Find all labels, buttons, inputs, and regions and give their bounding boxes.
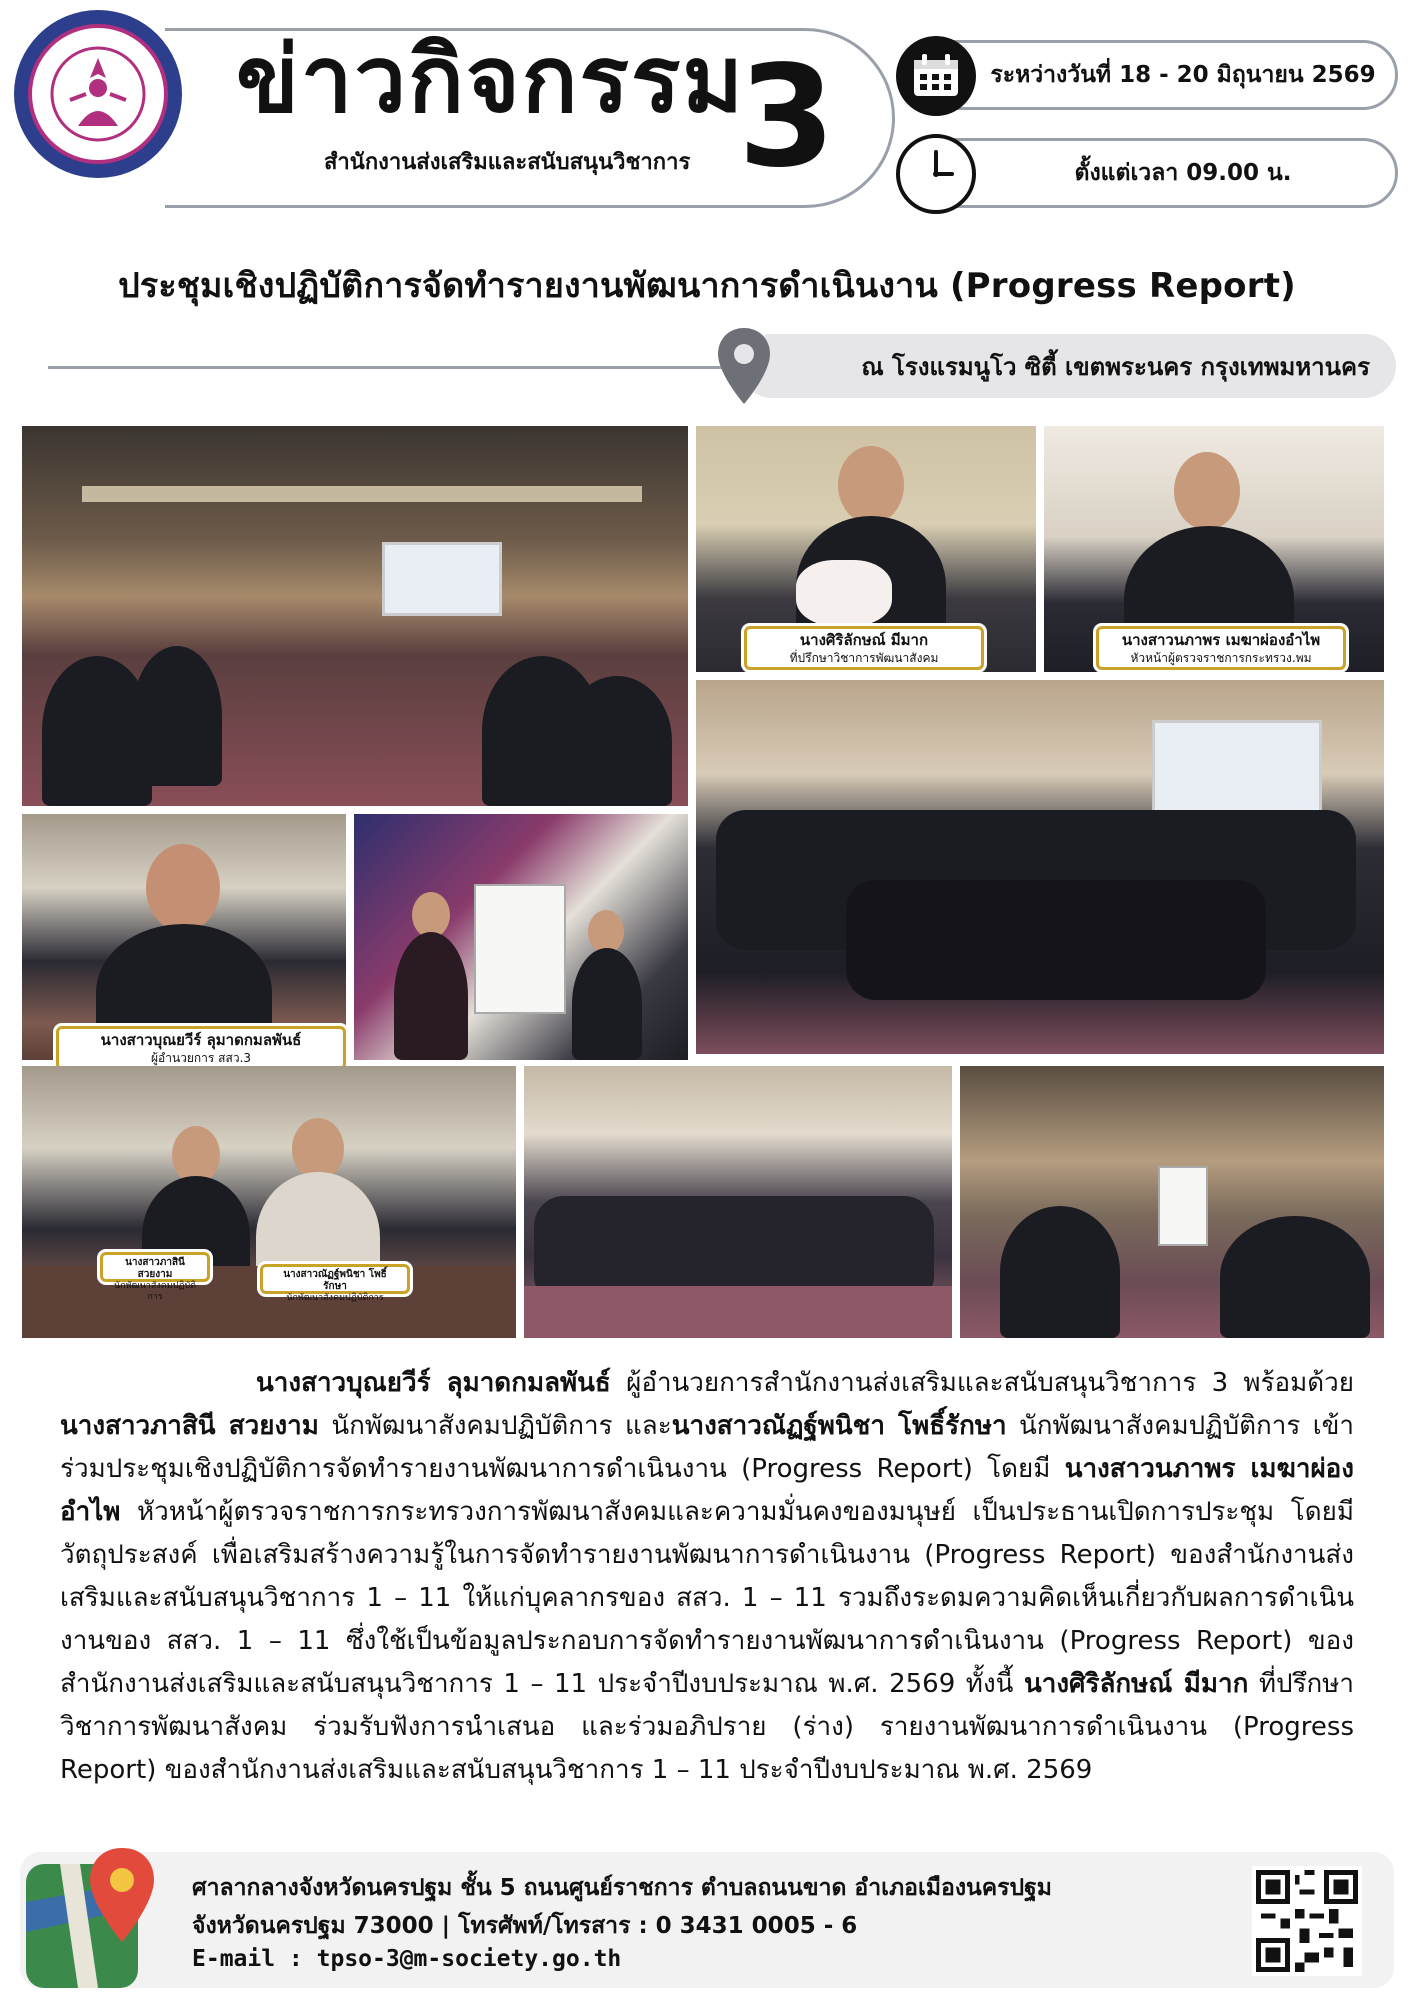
calendar-icon bbox=[896, 36, 976, 116]
workshop-group-photo bbox=[524, 1066, 952, 1338]
time-text: ตั้งแต่เวลา 09.00 น. bbox=[1074, 160, 1292, 186]
meeting-room-photo bbox=[22, 426, 688, 806]
location-text: ณ โรงแรมนูโว ซิตี้ เขตพระนคร กรุงเทพมหานคร bbox=[861, 352, 1370, 381]
location-pin-icon bbox=[714, 326, 774, 406]
email-address[interactable]: E-mail : tpso-3@m-society.go.th bbox=[192, 1946, 622, 1972]
article-headline: ประชุมเชิงปฏิบัติการจัดทำรายงานพัฒนาการดำเนินงาน (Progress Report) bbox=[118, 266, 1296, 306]
ministry-logo bbox=[14, 10, 182, 178]
map-icon bbox=[20, 1842, 170, 1992]
caption-inspector-general: นางสาวนภาพร เมฆาผ่องอำไพ หัวหน้าผู้ตรวจราชการกระทรวง.พม bbox=[1096, 626, 1346, 670]
date-text: ระหว่างวันที่ 18 - 20 มิถุนายน 2569 bbox=[990, 62, 1376, 88]
staff-at-desk-photo bbox=[22, 1066, 516, 1338]
speaker-photo bbox=[354, 814, 688, 1060]
address-line-1: ศาลากลางจังหวัดนครปฐม ชั้น 5 ถนนศูนย์ราชการ ตำบลถนนขาด อำเภอเมืองนครปฐม bbox=[192, 1875, 1052, 1901]
group-photo bbox=[696, 680, 1384, 1054]
location-box bbox=[740, 334, 1396, 398]
address-line-2: จังหวัดนครปฐม 73000 | โทรศัพท์/โทรสาร : 0 3431 0005 - 6 bbox=[192, 1913, 858, 1939]
divider bbox=[48, 366, 748, 369]
newsletter-title: ข่าวกิจกรรม bbox=[236, 26, 745, 133]
office-name: สำนักงานส่งเสริมและสนับสนุนวิชาการ bbox=[324, 150, 691, 175]
caption-director: นางสาวบุณยวีร์ ลุมาดกมลพันธ์ ผู้อำนวยการ สสว.3 bbox=[56, 1026, 346, 1070]
article-body: นางสาวบุณยวีร์ ลุมาดกมลพันธ์ ผู้อำนวยการสำนักงานส่งเสริมและสนับสนุนวิชาการ 3 พร้อมด้วย นางสาวภาสินี สวยงาม นักพัฒนาสังคมปฏิบัติการ และนางสาวณัฏฐ์พนิชา โพธิ์รักษา นักพัฒนาสังคมปฏิบัติการ เข้าร่วมประชุมเชิงปฏิบัติการจัดทำรายงานพัฒนาการดำเนินงาน (Progress Report) โดยมี นางสาวนภาพร เมฆาผ่องอำไพ หัวหน้าผู้ตรวจราชการกระทรวงการพัฒนาสังคมและความมั่นคงของมนุษย์ เป็นประธานเปิดการประชุม โดยมีวัตถุประสงค์ เพื่อเสริมสร้างความรู้ในการจัดทำรายงานพัฒนาการดำเนินงาน (Progress Report) ของสำนักงานส่งเสริมและสนับสนุนวิชาการ 1 – 11 ให้แก่บุคลากรของ สสว. 1 – 11 รวมถึงระดมความคิดเห็นเกี่ยวกับผลการดำเนินงานของ สสว. 1 – 11 ซึ่งใช้เป็นข้อมูลประกอบการจัดทำรายงานพัฒนาการดำเนินงาน (Progress Report) ของสำนักงานส่งเสริมและสนับสนุนวิชาการ 1 – 11 ประจำปีงบประมาณ พ.ศ. 2569 ทั้งนี้ นางศิริลักษณ์ มีมาก ที่ปรึกษาวิชาการพัฒนาสังคม ร่วมรับฟังการนำเสนอ และร่วมอภิปราย (ร่าง) รายงานพัฒนาการดำเนินงาน (Progress Report) ของสำนักงานส่งเสริมและสนับสนุนวิชาการ 1 – 11 ประจำปีงบประมาณ พ.ศ. 2569 bbox=[60, 1368, 1355, 1785]
caption-staff-1: นางสาวภาสินี สวยงาม นักพัฒนาสังคมปฏิบัติการ bbox=[100, 1252, 210, 1282]
caption-staff-2: นางสาวณัฏฐ์พนิชา โพธิ์รักษา นักพัฒนาสังคมปฏิบัติการ bbox=[260, 1264, 410, 1294]
director-photo bbox=[22, 814, 346, 1060]
discussion-photo bbox=[960, 1066, 1384, 1338]
clock-icon bbox=[896, 134, 976, 214]
caption-advisor: นางศิริลักษณ์ มีมาก ที่ปรึกษาวิชาการพัฒนาสังคม bbox=[744, 626, 984, 670]
office-number: 3 bbox=[738, 36, 836, 199]
qr-code[interactable] bbox=[1252, 1866, 1362, 1976]
